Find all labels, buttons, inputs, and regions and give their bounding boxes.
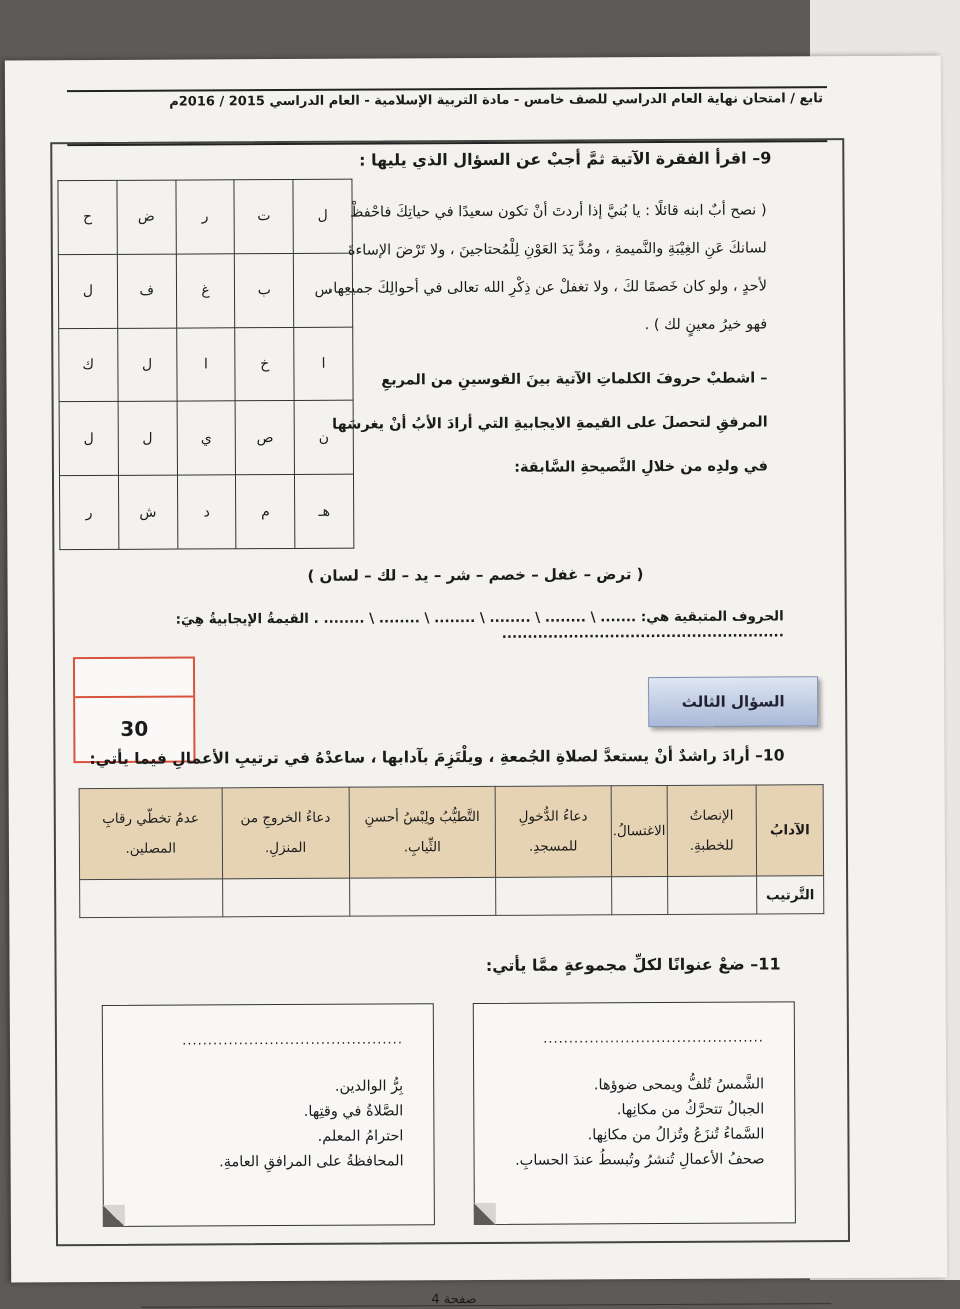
score-divider <box>75 695 193 698</box>
group-1-note <box>473 1001 796 1225</box>
list-item: الصَّلاةُ في وقتِها. <box>303 1103 404 1120</box>
order-answer-cell[interactable] <box>495 877 611 916</box>
title-answer-line[interactable]: ........................................... <box>182 1032 403 1049</box>
grid-cell[interactable]: م <box>236 475 295 549</box>
exam-page <box>5 56 947 1308</box>
grid-cell[interactable]: س <box>294 253 353 327</box>
section-badge: السؤال الثالث <box>648 676 818 727</box>
grid-cell[interactable]: ش <box>118 475 177 549</box>
grid-cell[interactable]: ي <box>177 401 236 475</box>
table-row <box>79 785 823 880</box>
grid-row <box>58 253 352 328</box>
group-1-lines <box>515 1072 765 1173</box>
grid-row <box>59 401 353 476</box>
order-answer-cell[interactable] <box>222 878 350 917</box>
table-row <box>80 876 824 918</box>
grid-cell[interactable]: ض <box>117 180 176 254</box>
grid-cell[interactable]: هـ <box>295 474 354 548</box>
grid-cell[interactable]: ف <box>117 254 176 328</box>
grid-cell[interactable]: ر <box>59 476 118 550</box>
page-fold-corner <box>103 1205 125 1227</box>
grid-row <box>59 327 353 402</box>
score-box <box>73 656 196 763</box>
group-2-note <box>102 1003 435 1227</box>
grid-cell[interactable]: ن <box>294 401 353 475</box>
act-cell: دعاءُ الخروجِ من المنزلِ. <box>222 787 350 879</box>
list-item: صحفُ الأعمالِ تُنشرُ وتُبسطُ عندَ الحسابِ. <box>515 1151 765 1169</box>
grid-cell[interactable]: غ <box>176 254 235 328</box>
grid-cell[interactable]: ا <box>176 327 235 401</box>
page-header <box>67 86 827 146</box>
grid-cell[interactable]: ك <box>59 328 118 402</box>
order-answer-cell[interactable] <box>667 876 757 914</box>
page-fold-corner <box>474 1203 496 1225</box>
grid-cell[interactable]: ا <box>294 327 353 401</box>
row-label-acts: الآدابُ <box>756 785 823 876</box>
footer-divider <box>141 1303 831 1308</box>
question-11-title: 11– ضعْ عنوانًا لكلِّ مجموعةٍ ممَّا يأتي: <box>485 954 781 975</box>
grid-cell[interactable]: خ <box>235 327 294 401</box>
header-title: تابع / امتحان نهاية العام الدراسي للصف خامس - مادة التربية الإسلامية - العام الدراسي 2015 / 2016م <box>169 91 824 110</box>
question-9-title: 9– اقرأ الفقرة الآتية ثمَّ أجبْ عن السؤال الذي يليها : <box>359 148 772 170</box>
group-2-lines <box>219 1074 404 1175</box>
list-item: احترامُ المعلم. <box>317 1128 404 1145</box>
grid-cell[interactable]: ح <box>58 180 117 254</box>
grid-cell[interactable]: ب <box>235 253 294 327</box>
order-answer-cell[interactable] <box>611 877 667 915</box>
grid-cell[interactable]: ل <box>293 179 352 253</box>
list-item: السَّماءُ تُنزَعُ وتُزالُ من مكانِها. <box>587 1126 765 1144</box>
page-number: صفحة 4 <box>431 1292 477 1308</box>
act-cell: الاغتسالُ. <box>611 786 667 877</box>
list-item: الشَّمسُ تُلفُّ ويمحى ضوؤها. <box>593 1076 765 1094</box>
grid-cell[interactable]: ل <box>118 328 177 402</box>
words-to-strike: ( ترض – غفل – خصم – شر – يد – لك – لسان ) <box>307 565 644 585</box>
list-item: المحافظةُ على المرافقِ العامةِ. <box>219 1153 404 1171</box>
act-cell: التَّطيُّبُ ولِبْسُ أحسنِ الثِّيابِ. <box>349 786 495 878</box>
letter-grid <box>57 179 354 551</box>
act-cell: الإنصاتُ للخطبةِ. <box>667 785 757 876</box>
act-cell: دعاءُ الدُّخولِ للمسجدِ. <box>495 786 612 878</box>
grid-cell[interactable]: ل <box>118 401 177 475</box>
order-answer-cell[interactable] <box>349 877 495 916</box>
list-item: الجبالُ تتحرَّكُ من مكانِها. <box>616 1101 765 1119</box>
grid-cell[interactable]: ر <box>176 180 235 254</box>
grid-row <box>59 474 353 549</box>
order-answer-cell[interactable] <box>80 879 223 918</box>
grid-cell[interactable]: ل <box>58 254 117 328</box>
list-item: بِرُّ الوالدين. <box>334 1078 404 1095</box>
question-9-instruction: – اشطبْ حروفَ الكلماتِ الآتية بينَ القوسينِ من المربعِ المرفقِ لتحصلَ على القيمةِ الايجابيةِ التي أرادَ الأبُ أنْ يغرسَها في ولدِه من خلالِ النَّصيحةِ السَّابقة: <box>332 370 768 476</box>
grid-cell[interactable]: ص <box>236 401 295 475</box>
act-cell: عدمُ تخطّي رقابِ المصلين. <box>79 788 222 880</box>
row-label-order: التَّرتيب <box>757 876 824 914</box>
title-answer-line[interactable]: ........................................... <box>543 1030 764 1047</box>
grid-cell[interactable]: ت <box>234 179 293 253</box>
question-10-title: 10– أرادَ راشدٌ أنْ يستعدَّ لصلاةِ الجُمعةِ ، ويلْتَزِمَ بآدابها ، ساعدْهُ في ترتيبِ الأعمالِ فيما يأتي: <box>89 746 785 769</box>
score-value: 30 <box>120 716 149 741</box>
grid-cell[interactable]: د <box>177 475 236 549</box>
question-9-passage: ( نصح أبٌ ابنه قائلًا : يا بُنيَّ إذا أردتَ أنْ تكون سعيدًا في حياتِكَ فاحْفظْ لسانكَ عَنِ الغِيْبَةِ والنَّميمةِ ، ومُدَّ يَدَ العَوْنِ لِلْمُحتاجينَ ، ولا تَرْضَ الإساءةَ لأحدٍ ، ولو كان خَصمًا لكَ ، ولا تغفلْ عن ذِكْرِ الله تعالى في أحوالِكَ جميعِها، فهو خيرُ معينٍ لك ) . <box>328 202 768 334</box>
grid-row <box>58 179 352 254</box>
grid-cell[interactable]: ل <box>59 402 118 476</box>
ordering-table <box>79 784 825 918</box>
remaining-letters-answer[interactable]: الحروف المتبقية هي: ....... \ ........ \ ........ \ ........ \ ........ \ ........ . القيمةُ الإيجابيةُ هِيَ: ....................................................... <box>175 608 784 642</box>
